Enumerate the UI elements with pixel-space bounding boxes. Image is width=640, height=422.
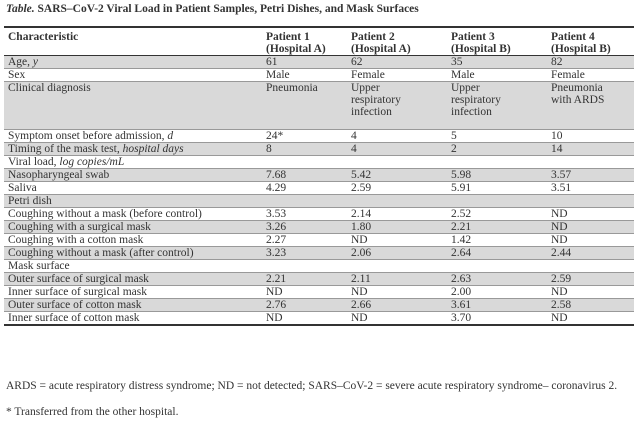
cell: ND <box>262 312 347 326</box>
header-patient-4: Patient 4 (Hospital B) <box>547 27 634 56</box>
cell: Upper respiratory infection <box>447 82 547 130</box>
cell: Pneumonia <box>262 82 347 130</box>
cell: 2.64 <box>447 247 547 260</box>
cell: 1.42 <box>447 234 547 247</box>
cell: Female <box>347 69 447 82</box>
row-cough-surgical-mask <box>4 221 634 234</box>
cell: ND <box>547 208 634 221</box>
cell: 35 <box>447 56 547 69</box>
cell: 10 <box>547 130 634 143</box>
row-mask-surface-heading <box>4 260 634 273</box>
caption-title: SARS–CoV-2 Viral Load in Patient Samples, Petri Dishes, and Mask Surfaces <box>37 3 419 15</box>
cell: 3.70 <box>447 312 547 326</box>
cell: 1.80 <box>347 221 447 234</box>
section-heading: Viral load, log copies/mL <box>4 156 262 169</box>
row-petri-dish-heading <box>4 195 634 208</box>
cell: 2.63 <box>447 273 547 286</box>
footnote-abbreviations: ARDS = acute respiratory distress syndrome; ND = not detected; SARS–CoV-2 = severe acute respiratory syndrome– coronavirus 2. <box>6 380 618 392</box>
cell: 4.29 <box>262 182 347 195</box>
cell: 2.21 <box>447 221 547 234</box>
cell: 24* <box>262 130 347 143</box>
row-symptom-onset <box>4 130 634 143</box>
cell: 2.06 <box>347 247 447 260</box>
cell: Upper respiratory infection <box>347 82 447 130</box>
cell: 4 <box>347 143 447 156</box>
cell: Pneumonia with ARDS <box>547 82 634 130</box>
cell: 7.68 <box>262 169 347 182</box>
cell: 2.66 <box>347 299 447 312</box>
cell: 2.27 <box>262 234 347 247</box>
cell: ND <box>547 221 634 234</box>
cell: 3.61 <box>447 299 547 312</box>
cell: 2.52 <box>447 208 547 221</box>
cell: 5 <box>447 130 547 143</box>
header-patient-2: Patient 2 (Hospital A) <box>347 27 447 56</box>
cell: 3.51 <box>547 182 634 195</box>
row-label: Age, y <box>4 56 262 69</box>
cell: 62 <box>347 56 447 69</box>
cell: 14 <box>547 143 634 156</box>
cell: 5.91 <box>447 182 547 195</box>
row-label: Saliva <box>4 182 262 195</box>
cell: ND <box>262 286 347 299</box>
cell: 2.14 <box>347 208 447 221</box>
row-mask-test-timing <box>4 143 634 156</box>
row-viral-load-heading <box>4 156 634 169</box>
cell: ND <box>347 312 447 326</box>
cell: 3.23 <box>262 247 347 260</box>
cell: 82 <box>547 56 634 69</box>
cell: 2.59 <box>347 182 447 195</box>
row-inner-cotton <box>4 312 634 326</box>
cell: 2.44 <box>547 247 634 260</box>
row-label: Outer surface of cotton mask <box>4 299 262 312</box>
header-patient-3: Patient 3 (Hospital B) <box>447 27 547 56</box>
caption-prefix: Table. <box>6 3 35 15</box>
row-saliva <box>4 182 634 195</box>
cell: ND <box>347 286 447 299</box>
row-sex <box>4 69 634 82</box>
table-caption <box>6 3 419 15</box>
row-nasopharyngeal-swab <box>4 169 634 182</box>
row-label: Timing of the mask test, hospital days <box>4 143 262 156</box>
section-heading: Mask surface <box>4 260 262 273</box>
cell: Female <box>547 69 634 82</box>
cell: 8 <box>262 143 347 156</box>
row-label: Coughing without a mask (before control) <box>4 208 262 221</box>
cell: 2.58 <box>547 299 634 312</box>
header-patient-1: Patient 1 (Hospital A) <box>262 27 347 56</box>
cell: ND <box>347 234 447 247</box>
cell: ND <box>547 234 634 247</box>
row-label: Coughing without a mask (after control) <box>4 247 262 260</box>
cell: 2.00 <box>447 286 547 299</box>
row-inner-surgical <box>4 286 634 299</box>
cell: 3.26 <box>262 221 347 234</box>
row-label: Outer surface of surgical mask <box>4 273 262 286</box>
cell: 3.53 <box>262 208 347 221</box>
cell: 2.11 <box>347 273 447 286</box>
cell: ND <box>547 312 634 326</box>
row-cough-cotton-mask <box>4 234 634 247</box>
footnote-transfer: * Transferred from the other hospital. <box>6 406 179 418</box>
row-label: Symptom onset before admission, d <box>4 130 262 143</box>
cell: 61 <box>262 56 347 69</box>
row-label: Inner surface of surgical mask <box>4 286 262 299</box>
cell: Male <box>262 69 347 82</box>
row-label: Clinical diagnosis <box>4 82 262 130</box>
row-outer-surgical <box>4 273 634 286</box>
row-label: Nasopharyngeal swab <box>4 169 262 182</box>
row-diagnosis <box>4 82 634 130</box>
row-cough-no-mask-before <box>4 208 634 221</box>
cell: 5.42 <box>347 169 447 182</box>
row-age <box>4 56 634 69</box>
cell: 2 <box>447 143 547 156</box>
row-cough-no-mask-after <box>4 247 634 260</box>
cell: 4 <box>347 130 447 143</box>
row-label: Coughing with a cotton mask <box>4 234 262 247</box>
cell: 5.98 <box>447 169 547 182</box>
cell: ND <box>547 286 634 299</box>
header-characteristic: Characteristic <box>4 27 262 56</box>
cell: 2.21 <box>262 273 347 286</box>
viral-load-table <box>4 26 634 326</box>
cell: 2.59 <box>547 273 634 286</box>
header-row <box>4 27 634 56</box>
row-outer-cotton <box>4 299 634 312</box>
cell: 3.57 <box>547 169 634 182</box>
section-heading: Petri dish <box>4 195 262 208</box>
row-label: Inner surface of cotton mask <box>4 312 262 326</box>
cell: 2.76 <box>262 299 347 312</box>
row-label: Sex <box>4 69 262 82</box>
cell: Male <box>447 69 547 82</box>
row-label: Coughing with a surgical mask <box>4 221 262 234</box>
